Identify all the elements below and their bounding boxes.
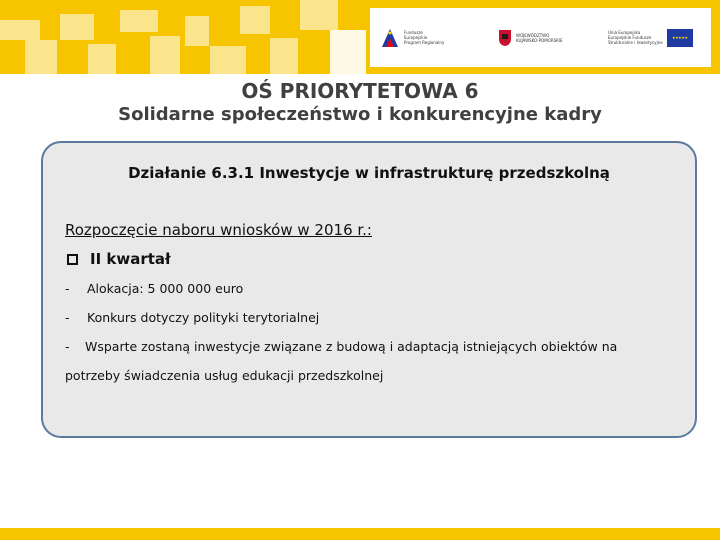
decorative-block [0, 20, 40, 40]
decorative-block [240, 6, 270, 34]
fundusze-europejskie-icon [380, 27, 400, 49]
header-band [0, 0, 720, 74]
dash-marker: - [65, 339, 70, 354]
fundusze-europejskie-logo [380, 8, 444, 67]
page-title: OŚ PRIORYTETOWA 6 [241, 79, 479, 103]
eu-flag-icon: ★★★★★ [667, 29, 693, 47]
wojewodztwo-text: WOJEWÓDZTWO KUJAWSKO-POMORSKIE [516, 32, 563, 43]
decorative-block [330, 30, 366, 74]
action-title: Działanie 6.3.1 Inwestycje w infrastrukturę przedszkolną [128, 164, 610, 182]
list-item-continuation: potrzeby świadczenia usług edukacji przedszkolnej [65, 368, 384, 383]
wojewodztwo-crest-icon [498, 29, 512, 47]
checkbox-bullet-icon [67, 254, 78, 265]
list-item [65, 310, 319, 325]
list-item-text: Alokacja: 5 000 000 euro [87, 281, 244, 296]
decorative-block [120, 10, 158, 32]
list-item-text: Konkurs dotyczy polityki terytorialnej [87, 310, 320, 325]
page-subtitle: Solidarne społeczeństwo i konkurencyjne kadry [118, 104, 602, 125]
decorative-block [185, 16, 209, 46]
decorative-block [300, 0, 338, 30]
list-item [65, 281, 243, 296]
decorative-block [150, 36, 180, 74]
unia-text: Unia Europejska Europejskie Fundusze Strukturalne i Inwestycyjne [608, 30, 663, 45]
decorative-block [25, 40, 57, 74]
dash-marker: - [65, 281, 70, 296]
decorative-block [88, 44, 116, 74]
dash-marker: - [65, 310, 70, 325]
decorative-block [270, 38, 298, 74]
logo-bar [370, 8, 711, 67]
wojewodztwo-logo [498, 8, 562, 67]
fundusze-text: Fundusze Europejskie Program Regionalny [404, 30, 445, 45]
list-item [65, 339, 617, 354]
footer-band [0, 528, 720, 540]
decorative-block [210, 46, 246, 74]
unia-europejska-logo [608, 8, 693, 67]
list-item-text: Wsparte zostaną inwestycje związane z budową i adaptacją istniejących obiektów na [85, 339, 618, 354]
bullet-item [65, 250, 171, 268]
decorative-block [60, 14, 94, 40]
sub-heading: Rozpoczęcie naboru wniosków w 2016 r.: [65, 221, 372, 239]
bullet-text: II kwartał [90, 250, 171, 268]
content-box [41, 141, 697, 438]
